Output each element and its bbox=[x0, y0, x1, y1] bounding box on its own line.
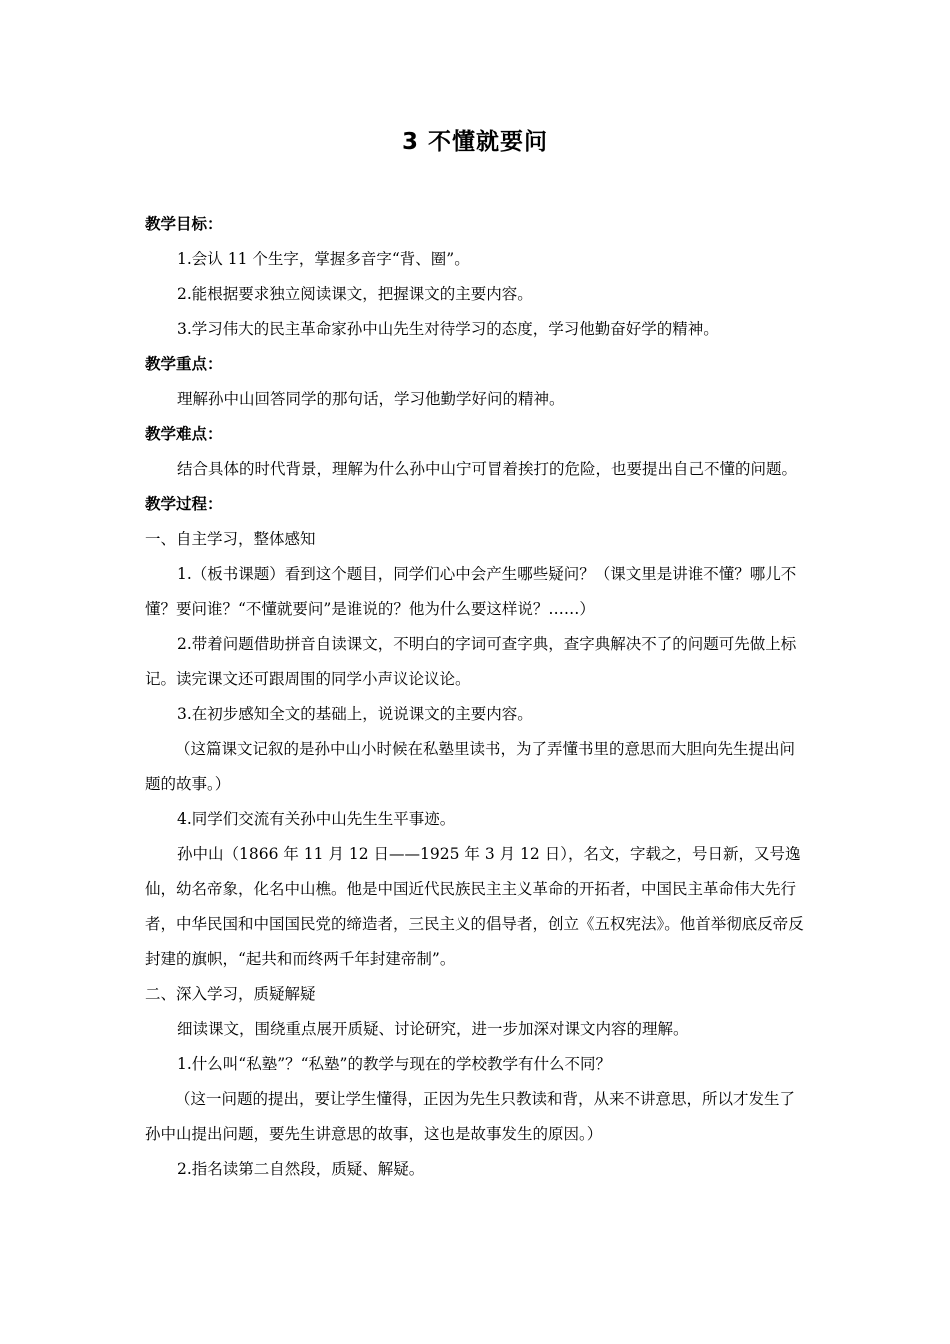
document-body bbox=[145, 207, 807, 1187]
objectives-heading: 教学目标： bbox=[145, 215, 223, 233]
objective-item: 2.能根据要求独立阅读课文，把握课文的主要内容。 bbox=[177, 285, 533, 303]
process-item: 1.（板书课题）看到这个题目，同学们心中会产生哪些疑问？（课文里是讲谁不懂？哪儿不懂？要问谁？“不懂就要问”是谁说的？他为什么要这样说？……） bbox=[145, 565, 797, 618]
process-item: 细读课文，围绕重点展开质疑、讨论研究，进一步加深对课文内容的理解。 bbox=[177, 1020, 689, 1038]
process-note: （这一问题的提出，要让学生懂得，正因为先生只教读和背，从来不讲意思，所以才发生了孙中山提出问题，要先生讲意思的故事，这也是故事发生的原因。） bbox=[145, 1090, 796, 1143]
process-item: 3.在初步感知全文的基础上，说说课文的主要内容。 bbox=[177, 705, 533, 723]
process-item: 1.什么叫“私塾”？“私塾”的教学与现在的学校教学有什么不同？ bbox=[177, 1055, 611, 1073]
section-heading: 一、自主学习，整体感知 bbox=[145, 530, 316, 548]
process-item: 2.带着问题借助拼音自读课文，不明白的字词可查字典，查字典解决不了的问题可先做上标记。读完课文还可跟周围的同学小声议论议论。 bbox=[145, 635, 797, 688]
process-item: 2.指名读第二自然段，质疑、解疑。 bbox=[177, 1160, 425, 1178]
process-note: （这篇课文记叙的是孙中山小时候在私塾里读书，为了弄懂书里的意思而大胆向先生提出问题的故事。） bbox=[145, 740, 796, 793]
key-point-heading: 教学重点： bbox=[145, 355, 223, 373]
objective-item: 3.学习伟大的民主革命家孙中山先生对待学习的态度，学习他勤奋好学的精神。 bbox=[177, 320, 719, 338]
objective-item: 1.会认 11 个生字，掌握多音字“背、圈”。 bbox=[177, 250, 470, 268]
difficulty-text: 结合具体的时代背景，理解为什么孙中山宁可冒着挨打的危险，也要提出自己不懂的问题。 bbox=[177, 460, 798, 478]
document-title: 3 不懂就要问 bbox=[401, 129, 548, 155]
key-point-text: 理解孙中山回答同学的那句话，学习他勤学好问的精神。 bbox=[177, 390, 565, 408]
process-item: 4.同学们交流有关孙中山先生生平事迹。 bbox=[177, 810, 456, 828]
difficulty-heading: 教学难点： bbox=[145, 425, 223, 443]
process-heading: 教学过程： bbox=[145, 495, 223, 513]
section-heading: 二、深入学习，质疑解疑 bbox=[145, 985, 316, 1003]
biography-text: 孙中山（1866 年 11 月 12 日——1925 年 3 月 12 日），名文，字载之，号日新，又号逸仙，幼名帝象，化名中山樵。他是中国近代民族民主主义革命的开拓者，中国民主革命伟大先行者，中华民国和中国国民党的缔造者，三民主义的倡导者，创立《五权宪法》。他首举彻底反帝反封建的旗帜，“起共和而终两千年封建帝制”。 bbox=[145, 845, 804, 968]
